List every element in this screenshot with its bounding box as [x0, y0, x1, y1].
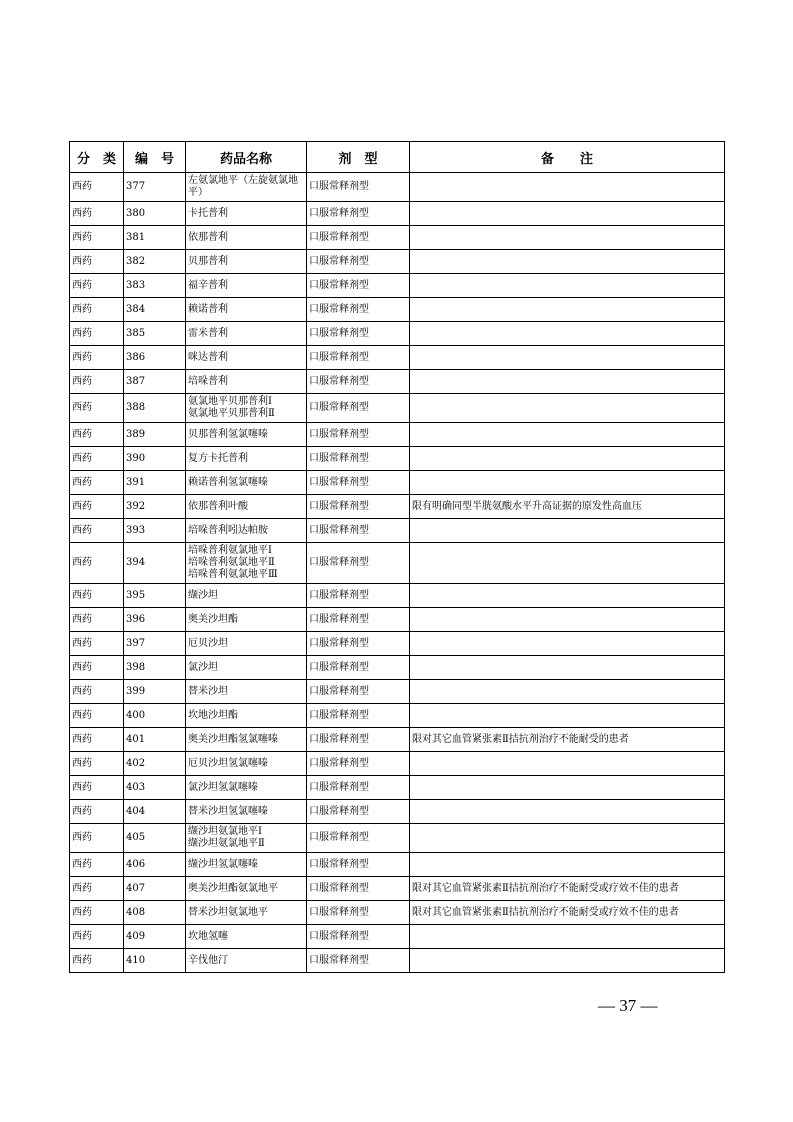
cell-category: 西药 [70, 656, 124, 680]
cell-note [410, 656, 725, 680]
cell-note [410, 824, 725, 853]
cell-drug-name: 复方卡托普利 [186, 447, 307, 471]
cell-category: 西药 [70, 543, 124, 584]
cell-note [410, 632, 725, 656]
cell-category: 西药 [70, 877, 124, 901]
cell-number: 389 [124, 423, 186, 447]
cell-dosage-form: 口服常释剂型 [307, 656, 410, 680]
cell-dosage-form: 口服常释剂型 [307, 824, 410, 853]
table-row [70, 394, 725, 423]
cell-drug-name: 培哚普利 [186, 370, 307, 394]
cell-category: 西药 [70, 704, 124, 728]
cell-drug-name: 咪达普利 [186, 346, 307, 370]
cell-dosage-form: 口服常释剂型 [307, 250, 410, 274]
cell-category: 西药 [70, 901, 124, 925]
cell-number: 397 [124, 632, 186, 656]
cell-number: 401 [124, 728, 186, 752]
cell-category: 西药 [70, 776, 124, 800]
cell-number: 380 [124, 202, 186, 226]
table-row [70, 274, 725, 298]
cell-dosage-form: 口服常释剂型 [307, 800, 410, 824]
cell-drug-name: 奥美沙坦酯氨氯地平 [186, 877, 307, 901]
cell-category: 西药 [70, 447, 124, 471]
cell-number: 377 [124, 173, 186, 202]
cell-note [410, 519, 725, 543]
table-row [70, 322, 725, 346]
cell-drug-name: 赖诺普利 [186, 298, 307, 322]
cell-drug-name: 替米沙坦氨氯地平 [186, 901, 307, 925]
cell-drug-name: 贝那普利 [186, 250, 307, 274]
cell-dosage-form: 口服常释剂型 [307, 370, 410, 394]
cell-dosage-form: 口服常释剂型 [307, 495, 410, 519]
cell-note [410, 680, 725, 704]
cell-note [410, 202, 725, 226]
cell-drug-name: 氯沙坦氢氯噻嗪 [186, 776, 307, 800]
cell-note [410, 298, 725, 322]
cell-drug-name: 坎地沙坦酯 [186, 704, 307, 728]
cell-number: 392 [124, 495, 186, 519]
table-row [70, 800, 725, 824]
cell-dosage-form: 口服常释剂型 [307, 632, 410, 656]
cell-dosage-form: 口服常释剂型 [307, 776, 410, 800]
cell-category: 西药 [70, 824, 124, 853]
cell-drug-name: 培哚普利吲达帕胺 [186, 519, 307, 543]
cell-note [410, 949, 725, 973]
cell-category: 西药 [70, 800, 124, 824]
table-row [70, 877, 725, 901]
header-category: 分 类 [70, 142, 124, 173]
table-row [70, 824, 725, 853]
cell-dosage-form: 口服常释剂型 [307, 584, 410, 608]
cell-dosage-form: 口服常释剂型 [307, 752, 410, 776]
cell-category: 西药 [70, 274, 124, 298]
table-row [70, 949, 725, 973]
cell-dosage-form: 口服常释剂型 [307, 346, 410, 370]
cell-drug-name: 培哚普利氨氯地平Ⅰ 培哚普利氨氯地平Ⅱ 培哚普利氨氯地平Ⅲ [186, 543, 307, 584]
cell-category: 西药 [70, 519, 124, 543]
cell-dosage-form: 口服常释剂型 [307, 298, 410, 322]
cell-drug-name: 氯沙坦 [186, 656, 307, 680]
cell-category: 西药 [70, 853, 124, 877]
cell-number: 385 [124, 322, 186, 346]
cell-number: 382 [124, 250, 186, 274]
cell-note [410, 776, 725, 800]
cell-note [410, 394, 725, 423]
cell-number: 405 [124, 824, 186, 853]
cell-note [410, 274, 725, 298]
cell-category: 西药 [70, 680, 124, 704]
cell-category: 西药 [70, 226, 124, 250]
cell-category: 西药 [70, 584, 124, 608]
cell-dosage-form: 口服常释剂型 [307, 274, 410, 298]
cell-dosage-form: 口服常释剂型 [307, 877, 410, 901]
cell-dosage-form: 口服常释剂型 [307, 543, 410, 584]
table-row [70, 901, 725, 925]
cell-category: 西药 [70, 423, 124, 447]
table-row [70, 680, 725, 704]
cell-note: 限对其它血管紧张素Ⅱ拮抗剂治疗不能耐受或疗效不佳的患者 [410, 901, 725, 925]
cell-number: 383 [124, 274, 186, 298]
table-row [70, 608, 725, 632]
table-row [70, 543, 725, 584]
table-row [70, 202, 725, 226]
cell-number: 403 [124, 776, 186, 800]
cell-note [410, 752, 725, 776]
cell-number: 404 [124, 800, 186, 824]
cell-note [410, 608, 725, 632]
cell-note [410, 370, 725, 394]
cell-category: 西药 [70, 752, 124, 776]
cell-dosage-form: 口服常释剂型 [307, 471, 410, 495]
table-row [70, 346, 725, 370]
table-row [70, 495, 725, 519]
drug-table [69, 141, 725, 973]
cell-category: 西药 [70, 728, 124, 752]
cell-note [410, 543, 725, 584]
cell-note [410, 925, 725, 949]
cell-note: 限对其它血管紧张素Ⅱ拮抗剂治疗不能耐受的患者 [410, 728, 725, 752]
cell-number: 408 [124, 901, 186, 925]
cell-drug-name: 氨氯地平贝那普利Ⅰ 氨氯地平贝那普利Ⅱ [186, 394, 307, 423]
table-row [70, 584, 725, 608]
table-row [70, 704, 725, 728]
cell-note [410, 704, 725, 728]
table-row [70, 776, 725, 800]
cell-dosage-form: 口服常释剂型 [307, 423, 410, 447]
header-drug-name: 药品名称 [186, 142, 307, 173]
cell-drug-name: 厄贝沙坦氢氯噻嗪 [186, 752, 307, 776]
cell-dosage-form: 口服常释剂型 [307, 394, 410, 423]
cell-category: 西药 [70, 949, 124, 973]
cell-dosage-form: 口服常释剂型 [307, 925, 410, 949]
table-row [70, 423, 725, 447]
table-row [70, 925, 725, 949]
cell-note [410, 853, 725, 877]
cell-number: 387 [124, 370, 186, 394]
table-row [70, 226, 725, 250]
cell-dosage-form: 口服常释剂型 [307, 608, 410, 632]
cell-drug-name: 左氨氯地平（左旋氨氯地 平） [186, 173, 307, 202]
cell-drug-name: 缬沙坦氨氯地平Ⅰ 缬沙坦氨氯地平Ⅱ [186, 824, 307, 853]
cell-dosage-form: 口服常释剂型 [307, 226, 410, 250]
cell-dosage-form: 口服常释剂型 [307, 173, 410, 202]
cell-note: 限对其它血管紧张素Ⅱ拮抗剂治疗不能耐受或疗效不佳的患者 [410, 877, 725, 901]
cell-drug-name: 奥美沙坦酯 [186, 608, 307, 632]
table-row [70, 447, 725, 471]
cell-drug-name: 贝那普利氢氯噻嗪 [186, 423, 307, 447]
header-dosage-form: 剂 型 [307, 142, 410, 173]
cell-dosage-form: 口服常释剂型 [307, 901, 410, 925]
cell-drug-name: 替米沙坦氢氯噻嗪 [186, 800, 307, 824]
table-row [70, 728, 725, 752]
table-row [70, 298, 725, 322]
table-row [70, 471, 725, 495]
cell-note: 限有明确同型半胱氨酸水平升高证据的原发性高血压 [410, 495, 725, 519]
cell-note [410, 584, 725, 608]
cell-number: 407 [124, 877, 186, 901]
header-number: 编 号 [124, 142, 186, 173]
cell-note [410, 423, 725, 447]
cell-category: 西药 [70, 394, 124, 423]
cell-dosage-form: 口服常释剂型 [307, 949, 410, 973]
cell-drug-name: 依那普利叶酸 [186, 495, 307, 519]
cell-number: 386 [124, 346, 186, 370]
cell-number: 395 [124, 584, 186, 608]
cell-note [410, 346, 725, 370]
cell-number: 388 [124, 394, 186, 423]
cell-dosage-form: 口服常释剂型 [307, 519, 410, 543]
cell-drug-name: 辛伐他汀 [186, 949, 307, 973]
table-row [70, 752, 725, 776]
cell-note [410, 173, 725, 202]
cell-dosage-form: 口服常释剂型 [307, 322, 410, 346]
cell-drug-name: 雷米普利 [186, 322, 307, 346]
cell-category: 西药 [70, 322, 124, 346]
cell-drug-name: 卡托普利 [186, 202, 307, 226]
cell-note [410, 226, 725, 250]
cell-dosage-form: 口服常释剂型 [307, 202, 410, 226]
cell-category: 西药 [70, 298, 124, 322]
page-number: — 37 — [598, 996, 658, 1015]
cell-number: 391 [124, 471, 186, 495]
cell-drug-name: 赖诺普利氢氯噻嗪 [186, 471, 307, 495]
cell-number: 381 [124, 226, 186, 250]
header-note: 备 注 [410, 142, 725, 173]
cell-category: 西药 [70, 370, 124, 394]
cell-number: 402 [124, 752, 186, 776]
cell-number: 393 [124, 519, 186, 543]
cell-drug-name: 奥美沙坦酯氢氯噻嗪 [186, 728, 307, 752]
cell-number: 399 [124, 680, 186, 704]
cell-category: 西药 [70, 925, 124, 949]
cell-category: 西药 [70, 346, 124, 370]
cell-drug-name: 依那普利 [186, 226, 307, 250]
cell-drug-name: 缬沙坦氢氯噻嗪 [186, 853, 307, 877]
cell-category: 西药 [70, 202, 124, 226]
cell-category: 西药 [70, 471, 124, 495]
cell-drug-name: 福辛普利 [186, 274, 307, 298]
table-body [70, 173, 725, 973]
header-row [70, 142, 725, 173]
cell-number: 384 [124, 298, 186, 322]
cell-number: 394 [124, 543, 186, 584]
cell-category: 西药 [70, 608, 124, 632]
cell-number: 406 [124, 853, 186, 877]
cell-number: 396 [124, 608, 186, 632]
cell-dosage-form: 口服常释剂型 [307, 728, 410, 752]
cell-category: 西药 [70, 173, 124, 202]
table-row [70, 370, 725, 394]
table-row [70, 250, 725, 274]
table-row [70, 632, 725, 656]
cell-number: 409 [124, 925, 186, 949]
cell-note [410, 250, 725, 274]
table-row [70, 656, 725, 680]
cell-note [410, 800, 725, 824]
table-row [70, 173, 725, 202]
cell-note [410, 447, 725, 471]
cell-dosage-form: 口服常释剂型 [307, 447, 410, 471]
cell-drug-name: 坎地氢噻 [186, 925, 307, 949]
cell-number: 400 [124, 704, 186, 728]
cell-number: 398 [124, 656, 186, 680]
cell-dosage-form: 口服常释剂型 [307, 704, 410, 728]
cell-note [410, 471, 725, 495]
cell-category: 西药 [70, 495, 124, 519]
cell-dosage-form: 口服常释剂型 [307, 853, 410, 877]
cell-number: 410 [124, 949, 186, 973]
table-row [70, 519, 725, 543]
cell-drug-name: 替米沙坦 [186, 680, 307, 704]
table-row [70, 853, 725, 877]
cell-category: 西药 [70, 632, 124, 656]
cell-dosage-form: 口服常释剂型 [307, 680, 410, 704]
cell-drug-name: 厄贝沙坦 [186, 632, 307, 656]
cell-drug-name: 缬沙坦 [186, 584, 307, 608]
cell-number: 390 [124, 447, 186, 471]
cell-category: 西药 [70, 250, 124, 274]
cell-note [410, 322, 725, 346]
